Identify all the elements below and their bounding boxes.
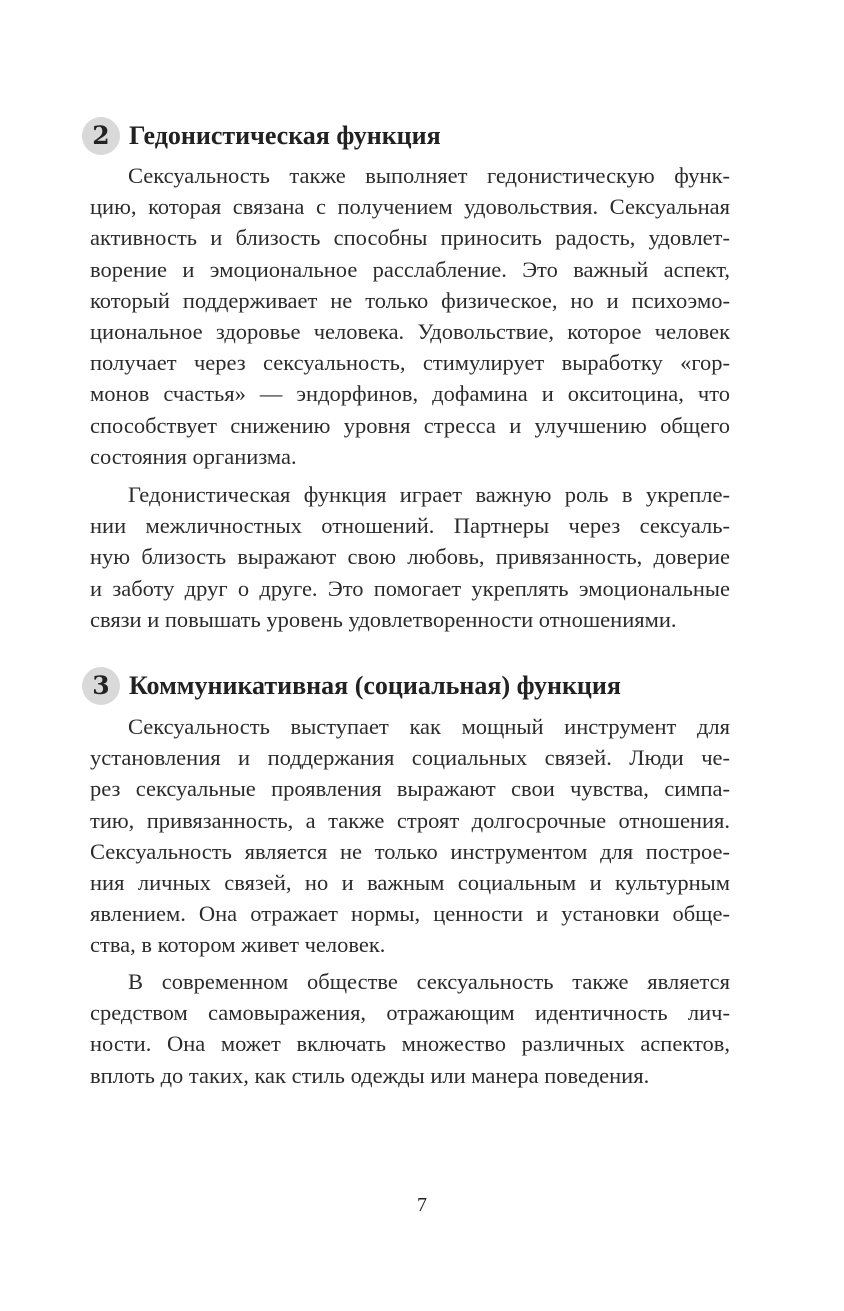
text-line: Гедонистическая функция играет важную роль в укрепле- — [128, 482, 730, 507]
text-line: который поддерживает не только физическое, но и психоэмо- — [90, 287, 730, 313]
section-3-paragraph-2 — [90, 966, 730, 1091]
text-line: цию, которая связана с получением удовольствия. Сексуальная — [90, 194, 730, 220]
text-line: Сексуальность также выполняет гедонистическую функ- — [128, 163, 730, 188]
text-line: ную близость выражают свою любовь, привязанность, доверие — [90, 544, 730, 570]
section-2-paragraph-1 — [90, 160, 730, 472]
section-2-paragraph-2 — [90, 479, 730, 635]
text-line: ства, в котором живет человек. — [90, 932, 386, 958]
section-number-badge: 2 — [82, 117, 120, 155]
text-line: В современном обществе сексуальность также является — [128, 969, 730, 994]
text-line: монов счастья» — эндорфинов, дофамина и окситоцина, что — [90, 381, 730, 407]
section-number-badge: 3 — [82, 667, 120, 705]
text-line: рез сексуальные проявления выражают свои чувства, симпа- — [90, 776, 730, 802]
text-line: циональное здоровье человека. Удовольствие, которое человек — [90, 318, 730, 344]
text-line: тию, привязанность, а также строят долгосрочные отношения. — [90, 807, 730, 833]
text-line: явлением. Она отражает нормы, ценности и установки обще- — [90, 901, 730, 927]
text-line: способствует снижению уровня стресса и улучшению общего — [90, 412, 730, 438]
text-line: средством самовыражения, отражающим идентичность лич- — [90, 1000, 730, 1026]
text-line: ности. Она может включать множество различных аспектов, — [90, 1031, 730, 1057]
text-line: получает через сексуальность, стимулирует выработку «гор- — [90, 350, 730, 376]
text-line: вплоть до таких, как стиль одежды или манера поведения. — [90, 1062, 650, 1088]
text-line: ворение и эмоциональное расслабление. Это важный аспект, — [90, 256, 730, 282]
text-line: Сексуальность является не только инструментом для построе- — [90, 838, 730, 864]
text-line: связи и повышать уровень удовлетворенности отношениями. — [90, 606, 677, 632]
page-number: 7 — [417, 1194, 427, 1216]
text-line: состояния организма. — [90, 443, 297, 469]
text-line: ния личных связей, но и важным социальным и культурным — [90, 869, 730, 895]
section-3-paragraph-1 — [90, 711, 730, 961]
section-title: Гедонистическая функция — [129, 121, 441, 150]
text-line: установления и поддержания социальных связей. Люди че- — [90, 745, 730, 771]
text-line: нии межличностных отношений. Партнеры через сексуаль- — [90, 513, 730, 539]
text-line: и заботу друг о друге. Это помогает укреплять эмоциональные — [90, 575, 730, 601]
text-line: Сексуальность выступает как мощный инструмент для — [128, 714, 730, 739]
section-title: Коммуникативная (социальная) функция — [129, 671, 621, 700]
text-line: активность и близость способны приносить радость, удовлет- — [90, 225, 730, 251]
